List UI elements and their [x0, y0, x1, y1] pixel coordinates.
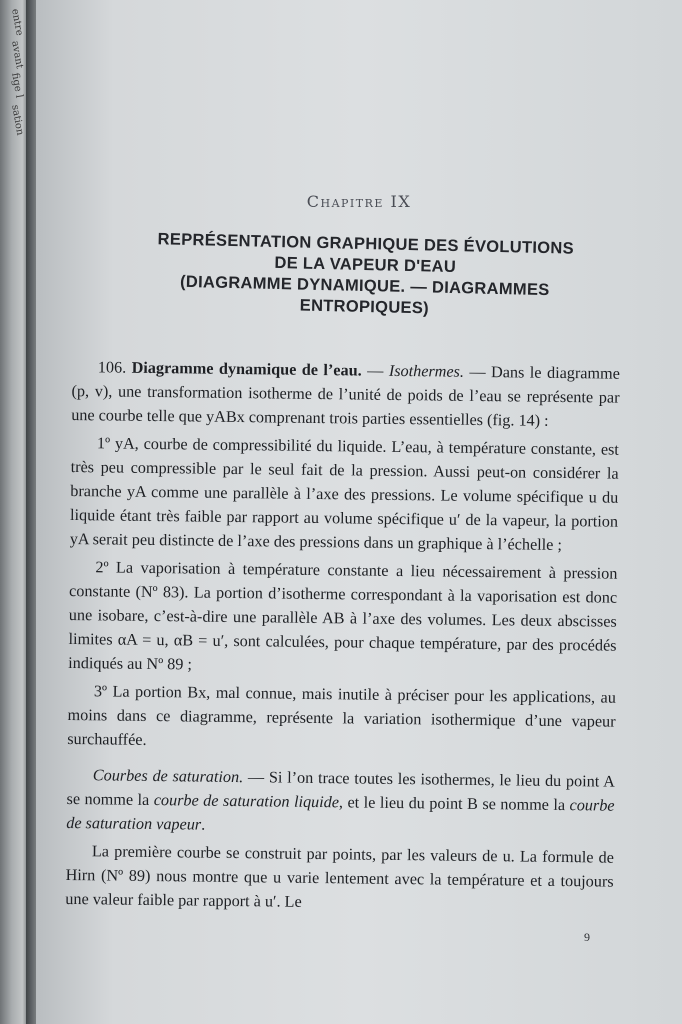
paragraph-first-curve: La première courbe se construit par points, par les valeurs de u. La formule de Hirn (Nº 89) nous montre que u varie lentement avec la température et a toujours une valeur faible par rapport à u′. Le — [65, 842, 615, 911]
paragraph-text: . — [201, 815, 206, 834]
paragraph-text: — Si l’on trace toutes les isothermes, le lieu du point A se nomme la — [66, 768, 615, 810]
dash: — — [361, 361, 389, 380]
margin-fragment: fige l — [9, 72, 25, 99]
paragraph-lead: Courbes de saturation. — [92, 766, 244, 787]
paragraph-text: — Dans le diagramme (p, v), une transformation isotherme de l’unité de poids de l’eau se représente par une courbe telle que yABx comprenant trois parties essentielles (fig. 14) : — [71, 362, 620, 430]
paragraph-text: , et le lieu du point B se nomme la — [338, 793, 570, 815]
chapter-title — [104, 228, 626, 324]
book-page — [36, 0, 682, 1024]
subsection-heading: Isothermes. — [388, 361, 465, 381]
margin-fragment: avant — [9, 40, 25, 70]
title-line: (DIAGRAMME DYNAMIQUE. — DIAGRAMMES — [179, 272, 550, 300]
paragraph-saturation — [66, 763, 615, 842]
section-number: 106. — [97, 358, 132, 377]
paragraph-point-3: 3º La portion Bx, mal connue, mais inutile à préciser pour les applications, au moins dans ce diagramme, représente la variation isothermique d’une vapeur surchauffée. — [67, 682, 616, 749]
term-italic: courbe de saturation liquide — [153, 791, 340, 812]
paragraph-point-1: 1º yA, courbe de compressibilité du liquide. L’eau, à température constante, est très peu compressible par le seul fait de la pression. Aussi peut-on considérer la branche yA comme une parallèle à l’axe des pressions. Le volume spécifique u du liquide étant très faible par rapport au volume spécifique u′ de la vapeur, la portion yA serait peu distincte de l’axe des pressions dans un graphique à l’échelle ; — [69, 434, 619, 554]
title-line: ENTROPIQUES) — [299, 296, 430, 318]
paragraph-106 — [71, 355, 620, 434]
margin-fragment: entre — [9, 8, 25, 37]
body-text — [65, 355, 620, 922]
paragraph-point-2: 2º La vaporisation à température constante a lieu nécessairement à pression constante (Nº 83). La portion d’isotherme correspondant à la vaporisation est donc une isobare, c’est-à-dire une parallèle AB à l’axe des volumes. Les deux abscisses limites αA = u, αB = u′, sont calculées, pour chaque température, par des procédés indiqués au Nº 89 ; — [68, 558, 618, 674]
title-line: DE LA VAPEUR D'EAU — [274, 253, 457, 277]
term-italic: courbe de saturation vapeur — [66, 796, 615, 834]
title-line: REPRÉSENTATION GRAPHIQUE DES ÉVOLUTIONS — [157, 230, 575, 258]
section-heading: Diagramme dynamique de l’eau. — [131, 358, 362, 380]
margin-fragment: sation — [9, 104, 26, 137]
chapter-heading: Chapitre IX — [306, 192, 412, 211]
page-number: 9 — [584, 930, 590, 944]
